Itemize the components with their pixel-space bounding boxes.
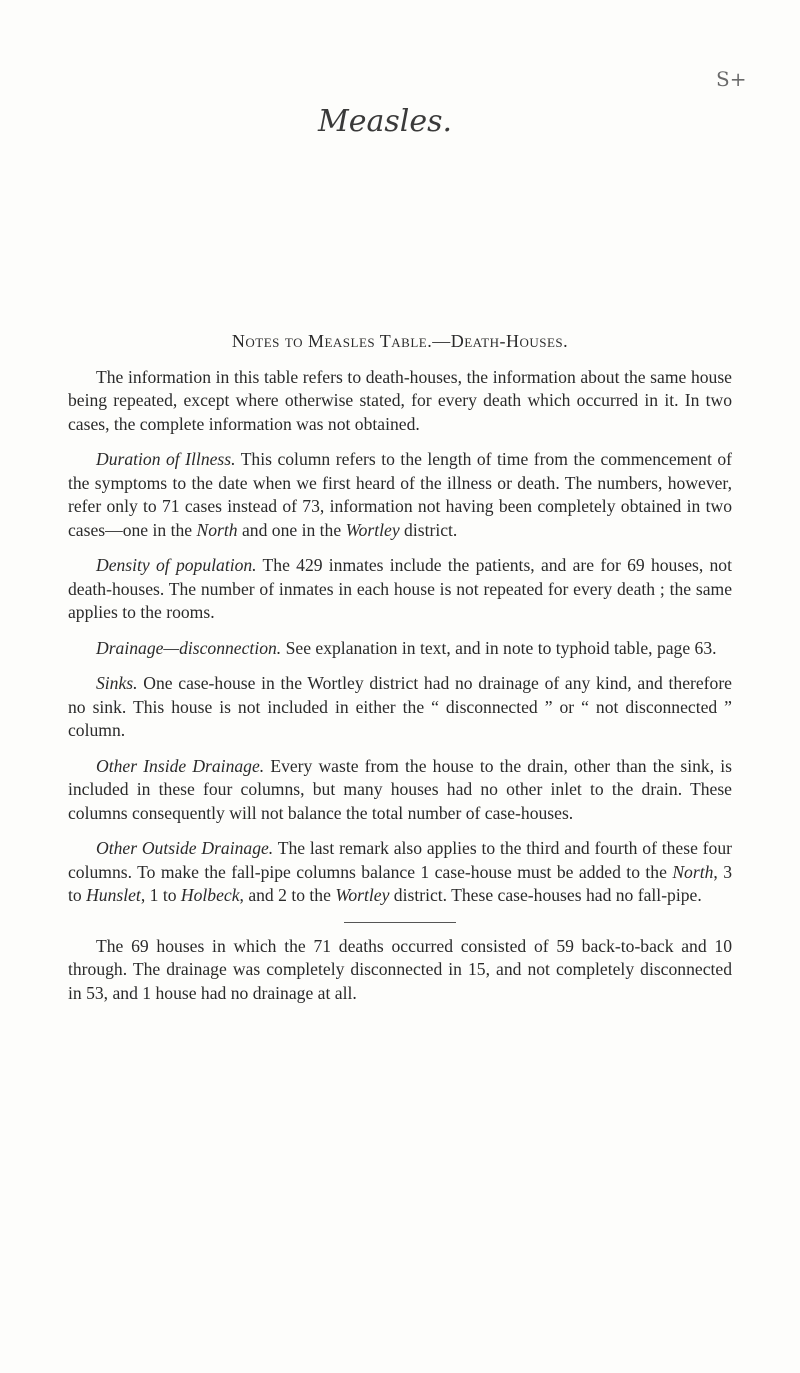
closing-paragraph: The 69 houses in which the 71 deaths occurred consisted of 59 back-to-back and 10 through. The drainage was completely disconnected in 15, and not completely disconnected in 53, and 1 house had no drainage at all. — [68, 935, 732, 1003]
section-text: The last remark also applies to the third and fourth of these four columns. To make the fall-pipe columns balance 1 case-house must be added to the — [68, 838, 732, 882]
duration-paragraph — [68, 448, 732, 542]
section-text: and one in the — [237, 519, 346, 540]
section-text: , and 2 to the — [239, 885, 336, 905]
section-text: district. These case-houses had no fall-pipe. — [389, 885, 702, 905]
section-term: Sinks. — [96, 673, 138, 693]
section-text: Every waste from the house to the drain, other than the sink, is included in these four columns, but many houses had no other inlet to the drain. These columns consequently will not balance the total number of case-houses. — [68, 755, 732, 823]
section-text: , 3 to — [68, 861, 732, 905]
section-term: Duration of Illness. — [96, 449, 236, 469]
section-term: Drainage—disconnection. — [96, 637, 282, 658]
district-name: North — [196, 519, 238, 540]
district-name: Wortley — [345, 519, 400, 540]
handwritten-title: Measles. — [318, 104, 453, 139]
section-term: Density of population. — [96, 555, 257, 575]
handwritten-mark: S+ — [716, 67, 747, 91]
drainage-paragraph — [68, 637, 732, 661]
section-text: One case-house in the Wortley district had no drainage of any kind, and therefore no sink. This house is not included in either the “ disconnected ” or “ not disconnected ” column. — [68, 673, 732, 740]
district-name: Hunslet — [86, 885, 141, 905]
section-text: The 429 inmates include the patients, and are for 69 houses, not death-houses. The number of inmates in each house is not repeated for every death ; the same applies to the rooms. — [68, 555, 732, 622]
page-body — [68, 330, 732, 1017]
district-name: Holbeck — [180, 885, 240, 905]
section-term: Other Outside Drainage. — [96, 838, 274, 858]
inside-drainage-paragraph — [68, 755, 732, 826]
section-text: See explanation in text, and in note to typhoid table, page 63. — [281, 637, 717, 658]
sinks-paragraph — [68, 672, 732, 743]
section-term: Other Inside Drainage. — [96, 755, 265, 776]
district-name: North — [672, 861, 714, 882]
divider-rule — [344, 922, 456, 923]
outside-drainage-paragraph — [68, 837, 732, 908]
section-text: , 1 to — [140, 885, 181, 905]
district-name: Wortley — [335, 885, 390, 905]
intro-paragraph: The information in this table refers to death-houses, the information about the same house being repeated, except where otherwise stated, for every death which occurred in it. In two cases, the complete information was not obtained. — [68, 366, 732, 434]
page-heading: Notes to Measles Table.—Death-Houses. — [231, 331, 569, 351]
section-text: district. — [399, 519, 458, 540]
density-paragraph — [68, 554, 732, 625]
section-text: This column refers to the length of time from the commencement of the symptoms to the date when we first heard of the illness or death. The numbers, however, refer only to 71 cases instead of 73, information not having been completely obtained in two cases—one in the — [68, 449, 732, 540]
